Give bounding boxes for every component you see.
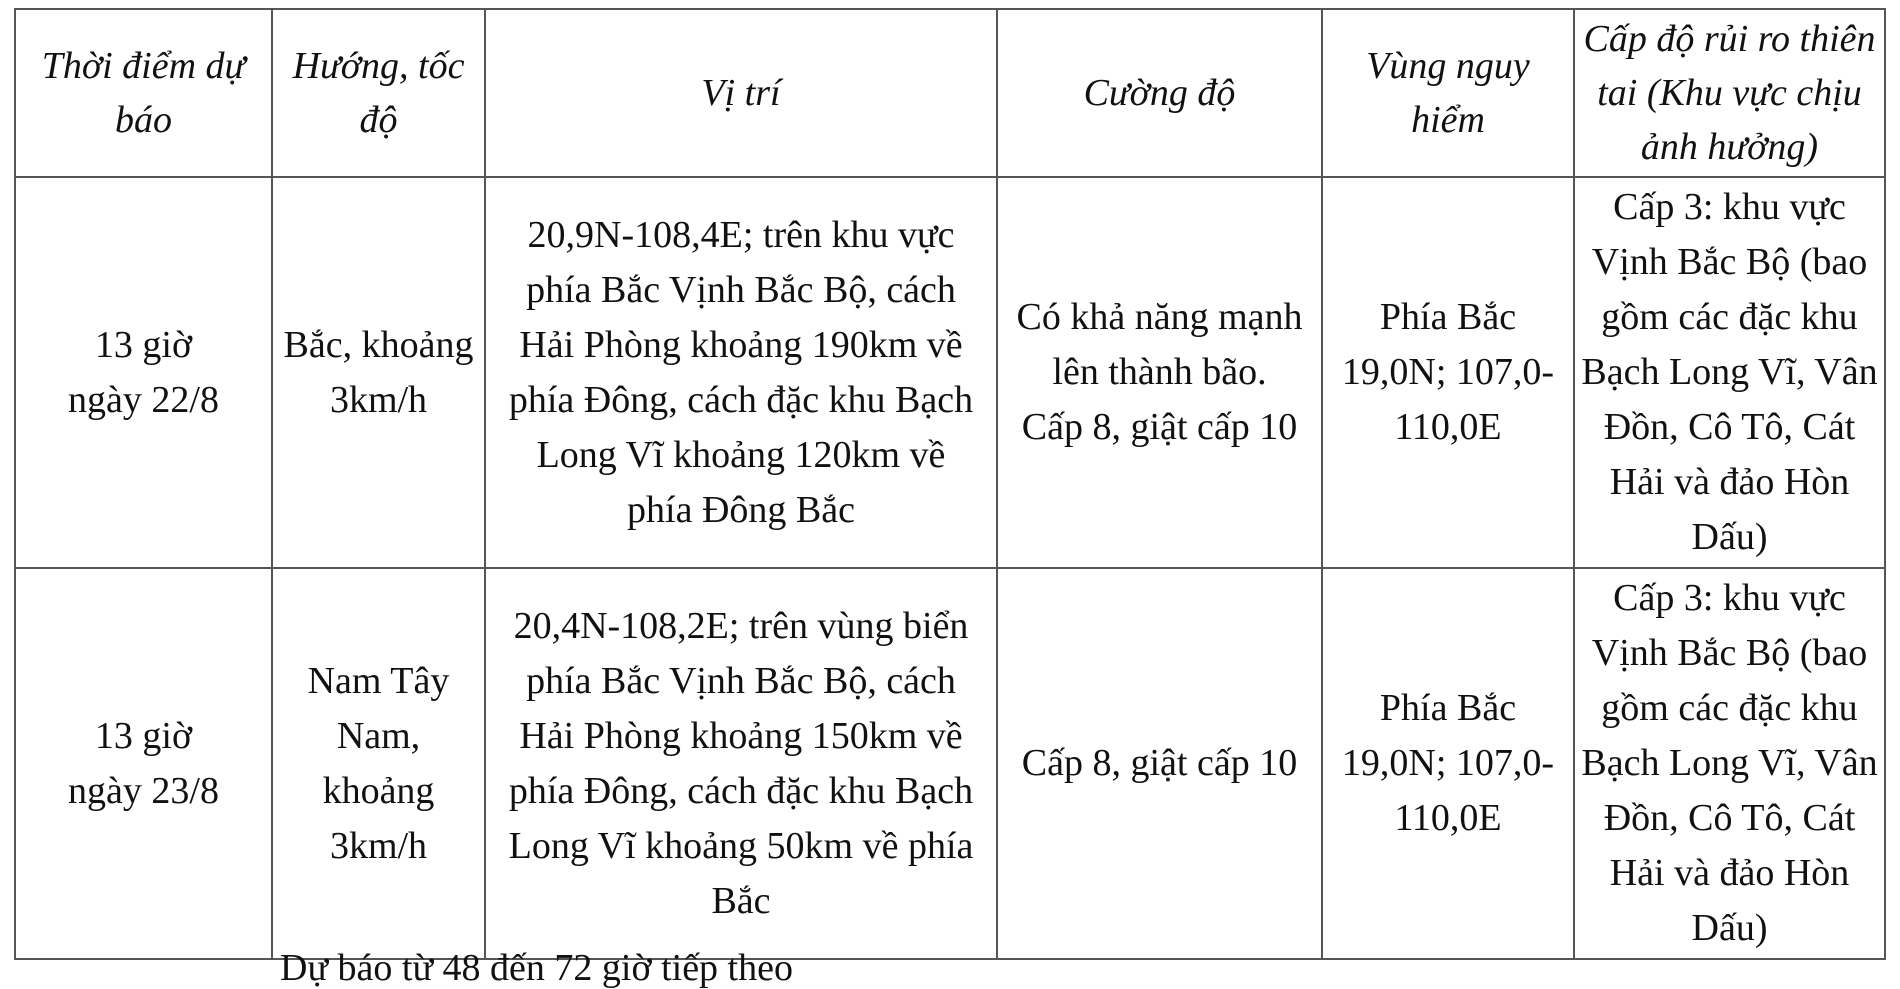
cell-position: 20,4N-108,2E; trên vùng biển phía Bắc Vịnh Bắc Bộ, cách Hải Phòng khoảng 150km về phía Đông, cách đặc khu Bạch Long Vĩ khoảng 50km về phía Bắc xyxy=(485,568,997,959)
cell-risk-level: Cấp 3: khu vực Vịnh Bắc Bộ (bao gồm các đặc khu Bạch Long Vĩ, Vân Đồn, Cô Tô, Cát Hải và đảo Hòn Dấu) xyxy=(1574,177,1885,568)
header-row xyxy=(15,9,1885,177)
cell-direction-speed: Nam Tây Nam, khoảng 3km/h xyxy=(272,568,485,959)
cell-intensity: Cấp 8, giật cấp 10 xyxy=(997,568,1322,959)
cell-danger-zone: Phía Bắc 19,0N; 107,0- 110,0E xyxy=(1322,177,1574,568)
cell-time: 13 giờ ngày 22/8 xyxy=(15,177,272,568)
header-direction-speed: Hướng, tốc độ xyxy=(272,9,485,177)
cell-intensity: Có khả năng mạnh lên thành bão. Cấp 8, giật cấp 10 xyxy=(997,177,1322,568)
cell-danger-zone: Phía Bắc 19,0N; 107,0- 110,0E xyxy=(1322,568,1574,959)
header-time: Thời điểm dự báo xyxy=(15,9,272,177)
header-danger-zone: Vùng nguy hiểm xyxy=(1322,9,1574,177)
cell-position: 20,9N-108,4E; trên khu vực phía Bắc Vịnh Bắc Bộ, cách Hải Phòng khoảng 190km về phía Đông, cách đặc khu Bạch Long Vĩ khoảng 120km về phía Đông Bắc xyxy=(485,177,997,568)
header-risk-level: Cấp độ rủi ro thiên tai (Khu vực chịu ảnh hưởng) xyxy=(1574,9,1885,177)
cell-direction-speed: Bắc, khoảng 3km/h xyxy=(272,177,485,568)
cell-risk-level: Cấp 3: khu vực Vịnh Bắc Bộ (bao gồm các đặc khu Bạch Long Vĩ, Vân Đồn, Cô Tô, Cát Hải và đảo Hòn Dấu) xyxy=(1574,568,1885,959)
table-row xyxy=(15,177,1885,568)
header-intensity: Cường độ xyxy=(997,9,1322,177)
cut-off-text-line: Dự báo từ 48 đến 72 giờ tiếp theo xyxy=(280,947,793,989)
table-row xyxy=(15,568,1885,959)
cell-time: 13 giờ ngày 23/8 xyxy=(15,568,272,959)
header-position: Vị trí xyxy=(485,9,997,177)
